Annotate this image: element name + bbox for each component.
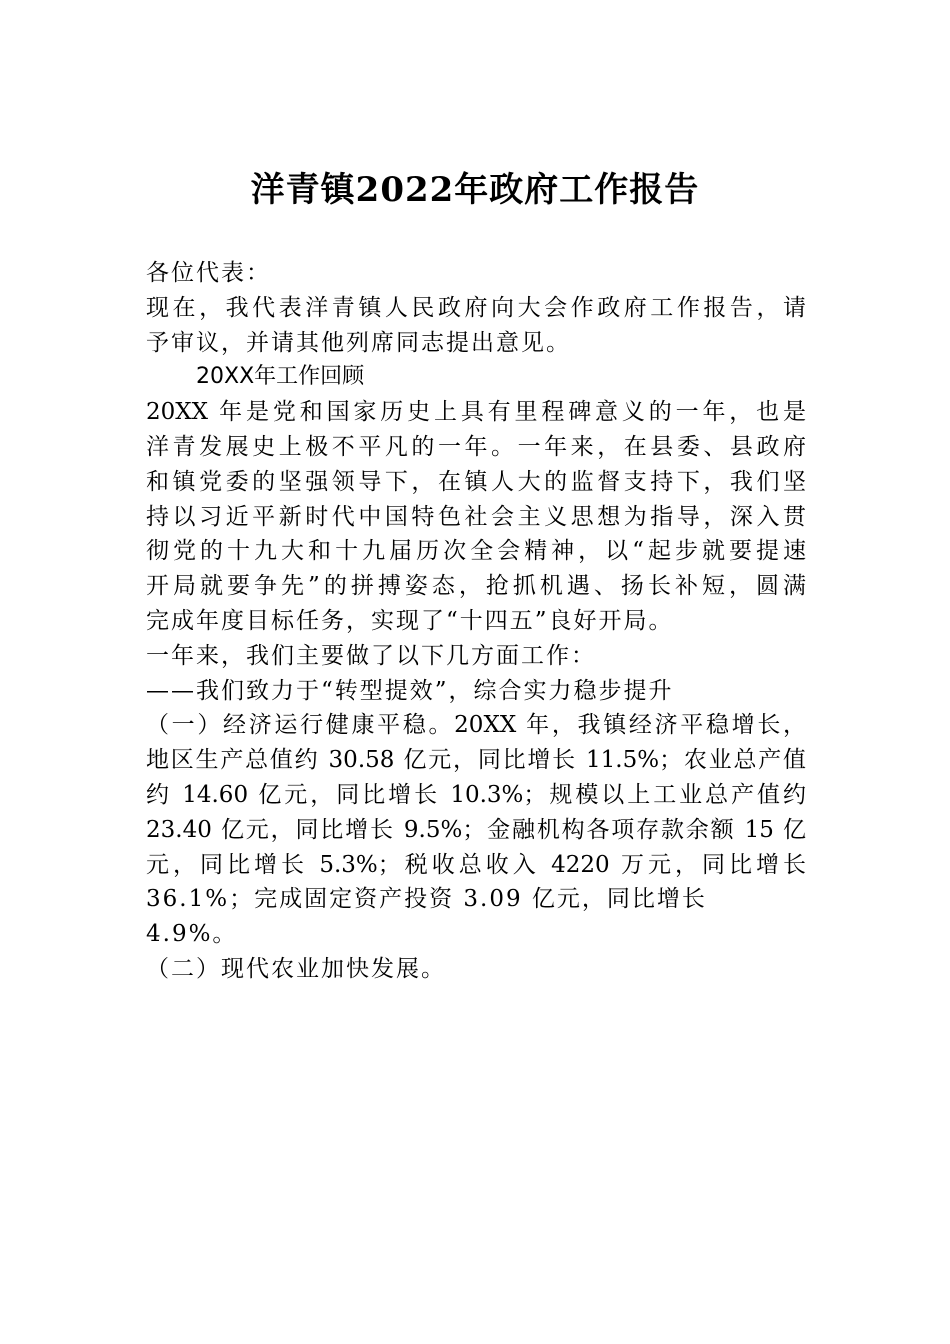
text-line: 地区生产总值约 30.58 亿元，同比增长 11.5%；农业总产值 [146,747,806,774]
text-line: 完成年度目标任务，实现了“十四五”良好开局。 [146,607,674,634]
text-line: 予审议，并请其他列席同志提出意见。 [146,329,571,356]
text-line: 各位代表： [146,260,271,286]
text-line: 一年来，我们主要做了以下几方面工作： [146,642,596,669]
text-line: （一）经济运行健康平稳。20XX 年，我镇经济平稳增长， [146,712,806,739]
text-line: 彻党的十九大和十九届历次全会精神，以“起步就要提速 [146,538,806,565]
document-body [146,256,806,987]
text-line: 持以习近平新时代中国特色社会主义思想为指导，深入贯 [146,503,806,530]
text-line: 20XX 年是党和国家历史上具有里程碑意义的一年，也是 [146,399,806,426]
text-line: 和镇党委的坚强领导下，在镇人大的监督支持下，我们坚 [146,468,806,495]
text-line: ——我们致力于“转型提效”，综合实力稳步提升 [146,677,674,704]
document-title: 洋青镇2022年政府工作报告 [250,170,700,210]
text-line: 现在，我代表洋青镇人民政府向大会作政府工作报告，请 [146,294,806,321]
text-line: 23.40 亿元，同比增长 9.5%；金融机构各项存款余额 15 亿 [146,816,806,843]
section-heading: 20XX年工作回顾 [196,364,365,390]
text-line: 开局就要争先”的拼搏姿态，抢抓机遇、扬长补短，圆满 [146,573,806,600]
text-line: 36.1%；完成固定资产投资 3.09 亿元，同比增长 4.9%。 [146,886,707,948]
text-line: 元，同比增长 5.3%；税收总收入 4220 万元，同比增长 [146,851,806,878]
text-line: 约 14.60 亿元，同比增长 10.3%；规模以上工业总产值约 [146,781,806,808]
text-line: 洋青发展史上极不平凡的一年。一年来，在县委、县政府 [146,433,806,460]
text-line: （二）现代农业加快发展。 [146,955,446,982]
